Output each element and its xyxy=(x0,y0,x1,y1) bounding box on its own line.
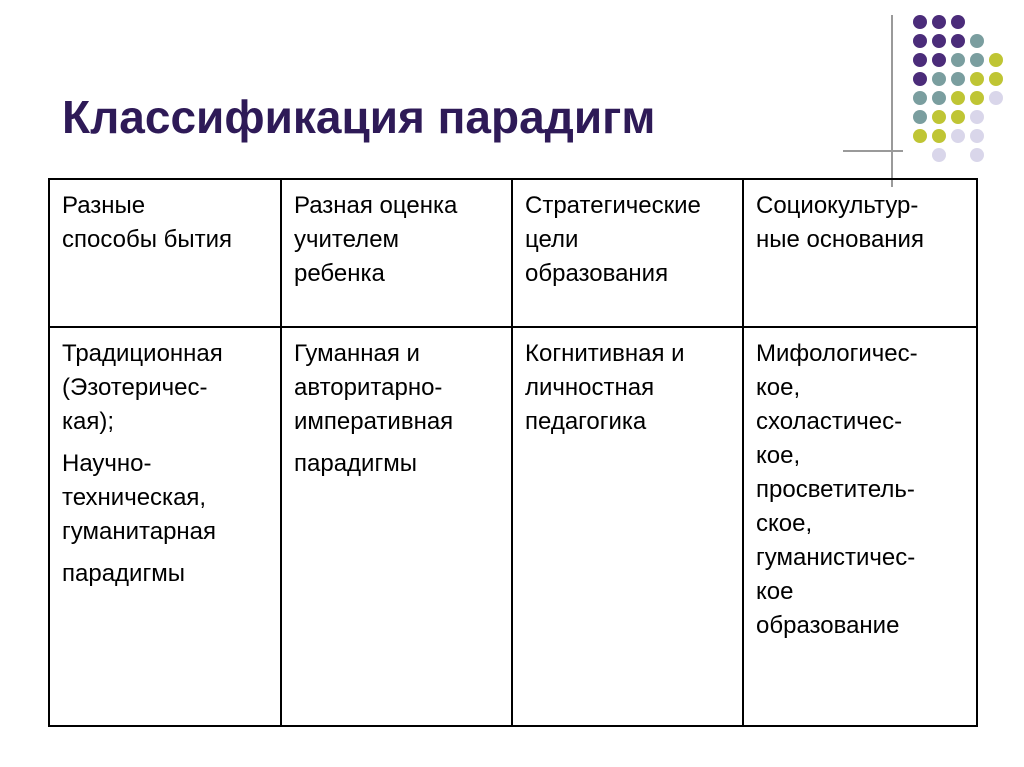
decor-dot xyxy=(951,129,965,143)
decor-dot xyxy=(932,110,946,124)
decor-dot xyxy=(989,91,1003,105)
slide-title: Классификация парадигм xyxy=(62,91,656,143)
decor-dot xyxy=(913,129,927,143)
decor-dot xyxy=(951,110,965,124)
decor-dot xyxy=(970,129,984,143)
cell-line: схоластичес- xyxy=(756,408,903,435)
cell-line: просветитель- xyxy=(756,476,915,503)
cell-line: техническая, xyxy=(62,484,207,511)
decor-dot xyxy=(913,53,927,67)
cell-line: учителем xyxy=(294,226,400,253)
cell-education-types xyxy=(743,327,977,726)
decor-dot xyxy=(951,15,965,29)
decor-dot xyxy=(970,53,984,67)
decor-dot xyxy=(932,34,946,48)
decor-dot xyxy=(951,34,965,48)
decor-dot xyxy=(989,53,1003,67)
decor-dot xyxy=(913,110,927,124)
cell-line: авторитарно- xyxy=(294,374,443,401)
cell-line: ные основания xyxy=(756,226,924,253)
cell-line: Стратегические xyxy=(525,192,701,219)
decor-dot xyxy=(932,72,946,86)
cell-line: гуманистичес- xyxy=(756,544,916,571)
table-row xyxy=(49,327,977,726)
decor-dot xyxy=(951,53,965,67)
decor-dot xyxy=(989,72,1003,86)
cell-line: ское, xyxy=(756,510,813,537)
decor-dot xyxy=(932,15,946,29)
cell-line: Когнитивная и xyxy=(525,340,685,367)
cell-line: способы бытия xyxy=(62,226,233,253)
header-cell-sociocultural-bases xyxy=(743,179,977,327)
cell-cognitive-personal xyxy=(512,327,743,726)
cell-line: Гуманная и xyxy=(294,340,420,367)
cell-line: кое xyxy=(756,578,794,605)
decor-dot xyxy=(970,148,984,162)
cell-line: кое, xyxy=(756,442,801,469)
decorative-horizontal-line xyxy=(843,150,903,152)
decor-dot xyxy=(932,148,946,162)
cell-line: Мифологичес- xyxy=(756,340,918,367)
cell-line: (Эзотеричес- xyxy=(62,374,208,401)
decor-dot xyxy=(970,110,984,124)
header-cell-strategic-goals xyxy=(512,179,743,327)
cell-line: образование xyxy=(756,612,900,639)
decor-dot xyxy=(932,129,946,143)
cell-line: образования xyxy=(525,260,669,287)
decor-dot xyxy=(913,15,927,29)
cell-line: цели xyxy=(525,226,579,253)
cell-paradigms-of-being xyxy=(49,327,281,726)
decor-dot xyxy=(970,91,984,105)
cell-line: парадигмы xyxy=(294,450,417,477)
decor-dot xyxy=(913,34,927,48)
cell-line: Разная оценка xyxy=(294,192,458,219)
cell-line: Традиционная xyxy=(62,340,223,367)
cell-line: императивная xyxy=(294,408,454,435)
cell-line: гуманитарная xyxy=(62,518,217,545)
decor-dot xyxy=(970,72,984,86)
cell-line: Разные xyxy=(62,192,146,219)
cell-humane-authoritarian xyxy=(281,327,512,726)
cell-line: Социокультур- xyxy=(756,192,919,219)
decor-dot xyxy=(913,91,927,105)
header-cell-ways-of-being xyxy=(49,179,281,327)
table-header-row xyxy=(49,179,977,327)
cell-line: Научно- xyxy=(62,450,152,477)
cell-line: педагогика xyxy=(525,408,647,435)
paradigm-classification-table xyxy=(48,178,978,727)
decor-dot xyxy=(913,72,927,86)
decorative-vertical-line xyxy=(891,15,893,187)
cell-line: парадигмы xyxy=(62,560,185,587)
decor-dot xyxy=(932,91,946,105)
cell-line: кая); xyxy=(62,408,115,435)
header-cell-teacher-assessment xyxy=(281,179,512,327)
decor-dot xyxy=(951,91,965,105)
decor-dot xyxy=(951,72,965,86)
cell-line: личностная xyxy=(525,374,655,401)
cell-line: ребенка xyxy=(294,260,385,287)
decor-dot xyxy=(932,53,946,67)
cell-line: кое, xyxy=(756,374,801,401)
decor-dot xyxy=(970,34,984,48)
